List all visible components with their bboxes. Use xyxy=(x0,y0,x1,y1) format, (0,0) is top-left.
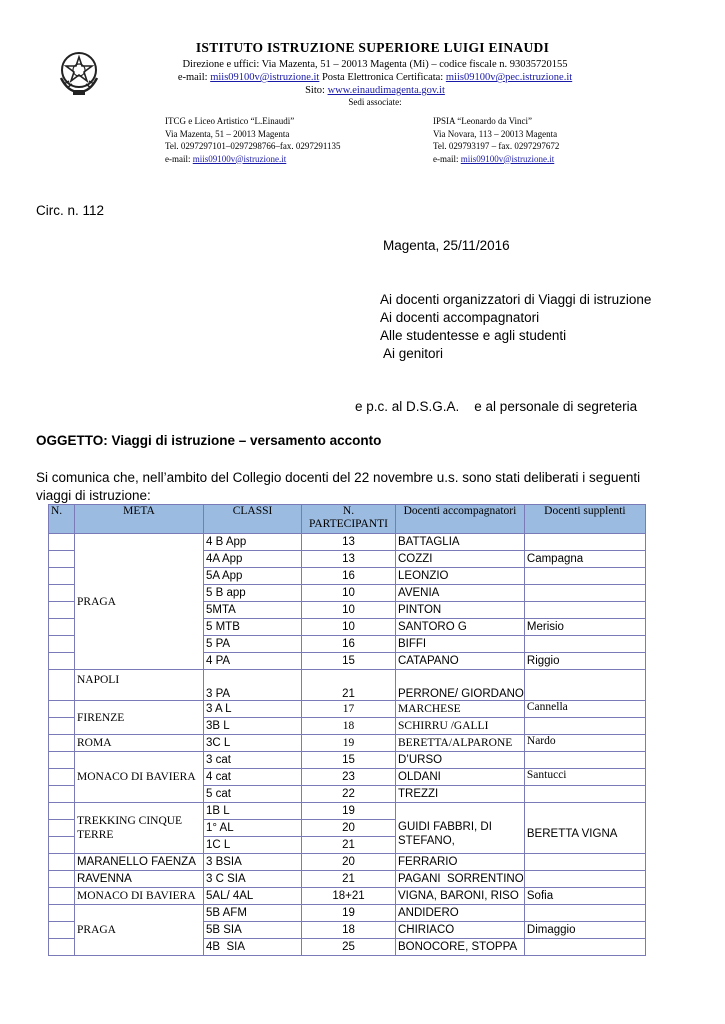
table-row xyxy=(49,905,646,922)
sede-left xyxy=(165,115,341,165)
row-number-cell xyxy=(49,619,75,636)
participants-cell: 18 xyxy=(302,718,396,735)
sedi-title: Sedi associate: xyxy=(348,97,402,107)
table-row xyxy=(49,871,646,888)
recipients-list xyxy=(380,291,651,363)
participants-cell: 13 xyxy=(302,534,396,551)
table-row xyxy=(49,701,646,718)
participants-cell: 19 xyxy=(302,803,396,820)
row-number-cell xyxy=(49,888,75,905)
accompanying-cell: D’URSO xyxy=(396,752,525,769)
accompanying-cell: BONOCORE, STOPPA xyxy=(396,939,525,956)
accompanying-cell: OLDANI xyxy=(396,769,525,786)
recipient-item: Alle studentesse e agli studenti xyxy=(380,328,567,343)
trips-table xyxy=(48,504,646,956)
meta-cell: ROMA xyxy=(75,735,204,752)
classe-cell: 4B SIA xyxy=(204,939,302,956)
substitute-cell xyxy=(524,534,645,551)
cc-line: e p.c. al D.S.G.A. e al personale di segreteria xyxy=(355,399,638,414)
email-link[interactable]: miis09100v@istruzione.it xyxy=(210,72,320,83)
accompanying-cell: CHIRIACO xyxy=(396,922,525,939)
substitute-cell xyxy=(524,718,645,735)
participants-cell: 10 xyxy=(302,585,396,602)
participants-cell: 16 xyxy=(302,568,396,585)
row-number-cell xyxy=(49,653,75,670)
classe-cell: 1° AL xyxy=(204,820,302,837)
table-header-row xyxy=(49,505,646,534)
meta-cell: RAVENNA xyxy=(75,871,204,888)
substitute-cell xyxy=(524,786,645,803)
row-number-cell xyxy=(49,735,75,752)
meta-cell: PRAGA xyxy=(75,534,204,670)
table-row xyxy=(49,888,646,905)
substitute-cell xyxy=(524,602,645,619)
classe-cell: 3 cat xyxy=(204,752,302,769)
classe-cell: 5 B app xyxy=(204,585,302,602)
accompanying-cell: MARCHESE xyxy=(396,701,525,718)
participants-cell: 21 xyxy=(302,871,396,888)
participants-cell: 23 xyxy=(302,769,396,786)
row-number-cell xyxy=(49,701,75,718)
header-partecipanti: N. PARTECIPANTI xyxy=(302,505,396,534)
participants-cell: 10 xyxy=(302,619,396,636)
substitute-cell: BERETTA VIGNA xyxy=(524,803,645,854)
accompanying-cell: FERRARIO xyxy=(396,854,525,871)
row-number-cell xyxy=(49,871,75,888)
table-row xyxy=(49,735,646,752)
letter-date: Magenta, 25/11/2016 xyxy=(383,238,510,253)
accompanying-cell: AVENIA xyxy=(396,585,525,602)
accompanying-cell: CATAPANO xyxy=(396,653,525,670)
classe-cell: 1C L xyxy=(204,837,302,854)
accompanying-cell: ANDIDERO xyxy=(396,905,525,922)
substitute-cell xyxy=(524,670,645,701)
substitute-cell xyxy=(524,939,645,956)
substitute-cell: Merisio xyxy=(524,619,645,636)
substitute-cell xyxy=(524,636,645,653)
row-number-cell xyxy=(49,905,75,922)
row-number-cell xyxy=(49,939,75,956)
substitute-cell xyxy=(524,854,645,871)
row-number-cell xyxy=(49,752,75,769)
substitute-cell xyxy=(524,568,645,585)
row-number-cell xyxy=(49,585,75,602)
participants-cell: 10 xyxy=(302,602,396,619)
classe-cell: 3 PA xyxy=(204,670,302,701)
participants-cell: 13 xyxy=(302,551,396,568)
accompanying-cell: GUIDI FABBRI, DI STEFANO, xyxy=(396,803,525,854)
participants-cell: 19 xyxy=(302,905,396,922)
participants-cell: 20 xyxy=(302,820,396,837)
header-n: N. xyxy=(49,505,75,534)
meta-cell: FIRENZE xyxy=(75,701,204,735)
row-number-cell xyxy=(49,602,75,619)
accompanying-cell: BERETTA/ALPARONE xyxy=(396,735,525,752)
subject-line: OGGETTO: Viaggi di istruzione – versamento acconto xyxy=(36,433,382,448)
row-number-cell xyxy=(49,636,75,653)
classe-cell: 3B L xyxy=(204,718,302,735)
participants-cell: 21 xyxy=(302,837,396,854)
classe-cell: 5AL/ 4AL xyxy=(204,888,302,905)
classe-cell: 5B SIA xyxy=(204,922,302,939)
site-line xyxy=(0,85,725,96)
row-number-cell xyxy=(49,820,75,837)
meta-cell: NAPOLI xyxy=(75,670,204,701)
recipient-item: Ai genitori xyxy=(380,346,444,361)
accompanying-cell: BATTAGLIA xyxy=(396,534,525,551)
substitute-cell: Sofia xyxy=(524,888,645,905)
sede-right xyxy=(433,115,559,165)
sede-left-name: ITCG e Liceo Artistico “L.Einaudi” xyxy=(165,116,295,126)
site-link[interactable]: www.einaudimagenta.gov.it xyxy=(327,85,445,96)
pec-label: Posta Elettronica Certificata: xyxy=(319,72,446,83)
row-number-cell xyxy=(49,670,75,701)
classe-cell: 3 C SIA xyxy=(204,871,302,888)
school-address: Direzione e uffici: Via Mazenta, 51 – 20013 Magenta (Mi) – codice fiscale n. 93035720155 xyxy=(182,59,568,70)
meta-cell: MONACO DI BAVIERA xyxy=(75,752,204,803)
row-number-cell xyxy=(49,568,75,585)
classe-cell: 4 cat xyxy=(204,769,302,786)
table-row xyxy=(49,752,646,769)
classe-cell: 5 PA xyxy=(204,636,302,653)
meta-cell: MONACO DI BAVIERA xyxy=(75,888,204,905)
site-label: Sito: xyxy=(305,85,328,96)
classe-cell: 4 PA xyxy=(204,653,302,670)
classe-cell: 1B L xyxy=(204,803,302,820)
intro-line-2: viaggi di istruzione: xyxy=(36,488,151,503)
meta-cell: MARANELLO FAENZA xyxy=(75,854,204,871)
substitute-cell xyxy=(524,905,645,922)
header-supplenti: Docenti supplenti xyxy=(524,505,645,534)
substitute-cell xyxy=(524,585,645,602)
classe-cell: 5A App xyxy=(204,568,302,585)
classe-cell: 3 BSIA xyxy=(204,854,302,871)
table-row xyxy=(49,803,646,820)
substitute-cell: Santucci xyxy=(524,769,645,786)
sede-right-tel: Tel. 029793197 – fax. 0297297672 xyxy=(433,141,560,151)
meta-cell: TREKKING CINQUE TERRE xyxy=(75,803,204,854)
sede-left-tel: Tel. 0297297101–0297298766–fax. 0297291135 xyxy=(165,141,341,151)
accompanying-cell: LEONZIO xyxy=(396,568,525,585)
classe-cell: 5 MTB xyxy=(204,619,302,636)
participants-cell: 15 xyxy=(302,752,396,769)
classe-cell: 4 B App xyxy=(204,534,302,551)
classe-cell: 5MTA xyxy=(204,602,302,619)
sede-right-name: IPSIA “Leonardo da Vinci” xyxy=(433,116,533,126)
recipient-item: Ai docenti accompagnatori xyxy=(380,310,540,325)
row-number-cell xyxy=(49,786,75,803)
pec-link[interactable]: miis09100v@pec.istruzione.it xyxy=(445,72,573,83)
accompanying-cell: COZZI xyxy=(396,551,525,568)
sede-left-email-label: e-mail: xyxy=(165,153,193,164)
table-row xyxy=(49,854,646,871)
row-number-cell xyxy=(49,534,75,551)
accompanying-cell: PINTON xyxy=(396,602,525,619)
participants-cell: 18 xyxy=(302,922,396,939)
substitute-cell: Riggio xyxy=(524,653,645,670)
sede-right-email-label: e-mail: xyxy=(433,153,461,164)
substitute-cell: Campagna xyxy=(524,551,645,568)
accompanying-cell: SANTORO G xyxy=(396,619,525,636)
accompanying-cell: PERRONE/ GIORDANO xyxy=(396,670,525,701)
circular-number: Circ. n. 112 xyxy=(36,203,105,218)
substitute-cell: Nardo xyxy=(524,735,645,752)
school-name: ISTITUTO ISTRUZIONE SUPERIORE LUIGI EINAUDI xyxy=(195,40,550,55)
sede-left-address: Via Mazenta, 51 – 20013 Magenta xyxy=(165,128,290,139)
substitute-cell xyxy=(524,752,645,769)
row-number-cell xyxy=(49,718,75,735)
participants-cell: 16 xyxy=(302,636,396,653)
accompanying-cell: BIFFI xyxy=(396,636,525,653)
accompanying-cell: TREZZI xyxy=(396,786,525,803)
sede-right-address: Via Novara, 113 – 20013 Magenta xyxy=(433,128,558,139)
accompanying-cell: SCHIRRU /GALLI xyxy=(396,718,525,735)
table-row xyxy=(49,670,646,701)
classe-cell: 5B AFM xyxy=(204,905,302,922)
participants-cell: 15 xyxy=(302,653,396,670)
row-number-cell xyxy=(49,854,75,871)
participants-cell: 17 xyxy=(302,701,396,718)
meta-cell: PRAGA xyxy=(75,905,204,956)
participants-cell: 19 xyxy=(302,735,396,752)
intro-line-1: Si comunica che, nell’ambito del Collegio docenti del 22 novembre u.s. sono stati deliberati i seguenti xyxy=(36,470,641,485)
row-number-cell xyxy=(49,837,75,854)
recipient-item: Ai docenti organizzatori di Viaggi di istruzione xyxy=(380,292,652,307)
participants-cell: 18+21 xyxy=(302,888,396,905)
accompanying-cell: PAGANI SORRENTINO xyxy=(396,871,525,888)
sede-right-email-link[interactable]: miis09100v@istruzione.it xyxy=(460,153,555,164)
participants-cell: 22 xyxy=(302,786,396,803)
accompanying-cell: VIGNA, BARONI, RISO xyxy=(396,888,525,905)
participants-cell: 21 xyxy=(302,670,396,701)
row-number-cell xyxy=(49,803,75,820)
classe-cell: 4A App xyxy=(204,551,302,568)
row-number-cell xyxy=(49,551,75,568)
substitute-cell xyxy=(524,871,645,888)
substitute-cell: Dimaggio xyxy=(524,922,645,939)
row-number-cell xyxy=(49,922,75,939)
classe-cell: 3 A L xyxy=(204,701,302,718)
classe-cell: 3C L xyxy=(204,735,302,752)
header-meta: META xyxy=(75,505,204,534)
sede-left-email-link[interactable]: miis09100v@istruzione.it xyxy=(192,153,287,164)
header-accompagnatori: Docenti accompagnatori xyxy=(396,505,525,534)
classe-cell: 5 cat xyxy=(204,786,302,803)
participants-cell: 20 xyxy=(302,854,396,871)
substitute-cell: Cannella xyxy=(524,701,645,718)
participants-cell: 25 xyxy=(302,939,396,956)
row-number-cell xyxy=(49,769,75,786)
contact-line xyxy=(0,72,725,83)
header-classi: CLASSI xyxy=(204,505,302,534)
email-label: e-mail: xyxy=(177,72,211,83)
table-row xyxy=(49,534,646,551)
